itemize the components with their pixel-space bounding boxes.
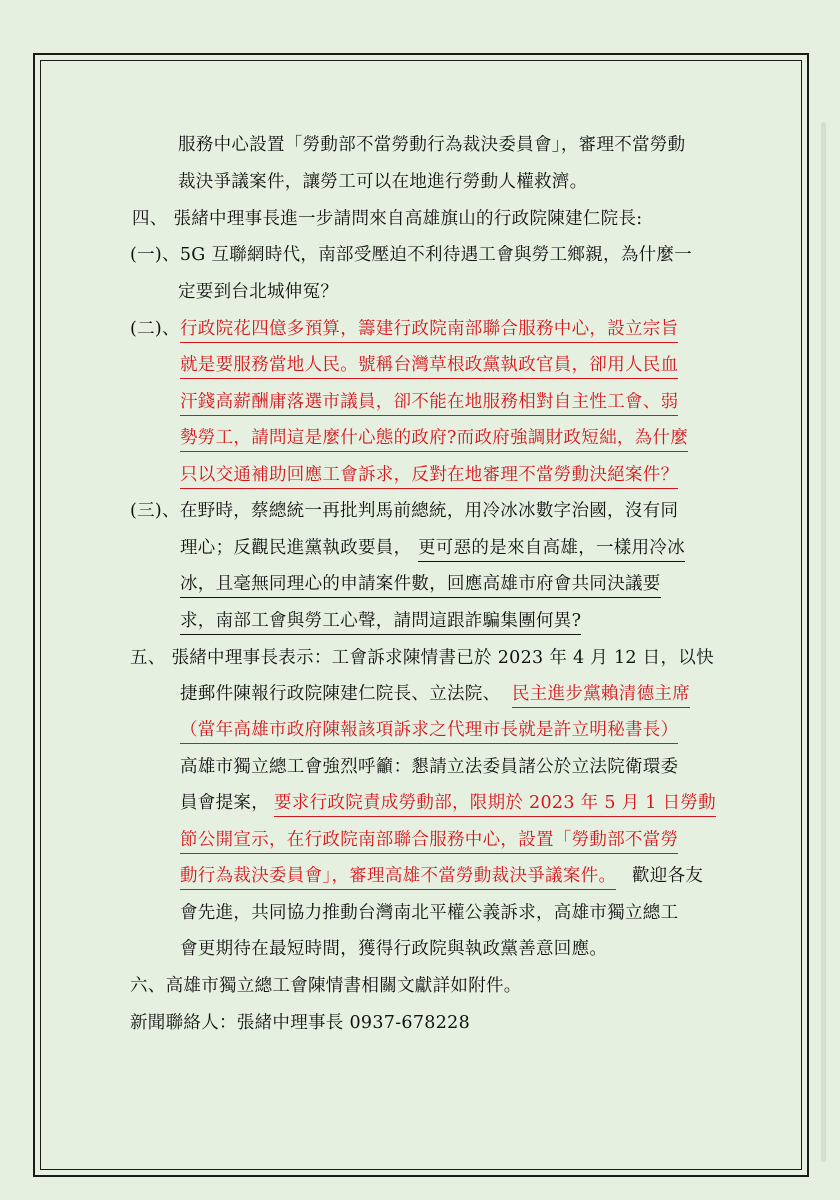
text-line — [178, 167, 587, 197]
text-line-content: 冰，且毫無同理心的申請案件數，回應高雄市府會共同決議要 — [180, 571, 661, 598]
text-line — [180, 314, 678, 344]
text-line-content: 會更期待在最短時間，獲得行政院與執政黨善意回應。 — [180, 939, 608, 959]
text-line-content: 捷郵件陳報行政院陳建仁院長、立法院、 — [180, 684, 501, 704]
text-line-content: 高雄市獨立總工會強烈呼籲：懇請立法委員諸公於立法院衛環委 — [180, 757, 679, 777]
text-line-content: 汗錢高薪酬庸落選市議員，卻不能在地服務相對自主性工會、弱 — [180, 389, 678, 416]
text-line — [180, 752, 678, 782]
text-line-content: 裁決爭議案件，讓勞工可以在地進行勞動人權救濟。 — [178, 172, 588, 192]
text-line-content: (三)、在野時，蔡總統一再批判馬前總統，用冷冰冰數字治國，沒有同 — [130, 501, 679, 521]
text-line-content: 行政院花四億多預算，籌建行政院南部聯合服務中心，設立宗旨 — [180, 316, 678, 343]
text-line-content: (一)、5G 互聯網時代，南部受壓迫不利待遇工會與勞工鄉親，為什麼一 — [130, 245, 693, 265]
text-line-content: 更可惡的是來自高雄，一樣用冷冰 — [418, 535, 685, 562]
text-line — [512, 679, 690, 709]
text-line — [180, 350, 678, 380]
text-line-content: 節公開宣示，在行政院南部聯合服務中心，設置「勞動部不當勞 — [180, 827, 678, 854]
text-line-content: 四、 張緒中理事長進一步請問來自高雄旗山的行政院陳建仁院長: — [132, 209, 643, 229]
text-line — [180, 898, 678, 928]
text-line — [180, 788, 269, 818]
text-line — [180, 679, 500, 709]
text-line — [180, 423, 688, 453]
text-line — [632, 861, 703, 891]
text-line — [178, 130, 685, 160]
text-line-content: 服務中心設置「勞動部不當勞動行為裁決委員會」，審理不當勞動 — [178, 135, 686, 155]
text-line — [130, 240, 692, 270]
text-line-content: 動行為裁決委員會」，審理高雄不當勞動裁決爭議案件。 — [180, 863, 616, 890]
vertical-scrollbar[interactable] — [821, 122, 826, 1162]
text-line — [130, 314, 180, 344]
text-line-content: 就是要服務當地人民。號稱台灣草根政黨執政官員，卻用人民血 — [180, 352, 678, 379]
text-line — [274, 788, 716, 818]
text-line — [178, 277, 338, 307]
text-line — [180, 569, 661, 599]
text-line — [180, 715, 678, 745]
text-line — [180, 861, 616, 891]
text-line — [180, 460, 678, 490]
text-line-content: (二)、 — [130, 319, 180, 339]
text-line — [130, 971, 522, 1001]
text-line-content: （當年高雄市政府陳報該項訴求之代理市長就是許立明秘書長） — [180, 717, 678, 744]
text-line-content: 理心；反觀民進黨執政要員， — [180, 538, 412, 558]
text-line — [180, 387, 678, 417]
text-line-content: 新聞聯絡人：張緒中理事長 0937-678228 — [130, 1013, 471, 1033]
text-line — [130, 496, 678, 526]
text-line-content: 要求行政院責成勞動部，限期於 2023 年 5 月 1 日勞動 — [274, 790, 716, 817]
text-line-content: 勢勞工，請問這是麼什心態的政府?而政府強調財政短絀，為什麼 — [180, 425, 688, 452]
text-line-content: 只以交通補助回應工會訴求，反對在地審理不當勞動決絕案件？ — [180, 462, 678, 489]
text-line-content: 民主進步黨賴清德主席 — [512, 681, 690, 708]
text-line-content: 五、 張緒中理事長表示：工會訴求陳情書已於 2023 年 4 月 12 日，以快 — [130, 648, 714, 668]
text-line — [180, 606, 581, 636]
text-line-content: 定要到台北城伸冤？ — [178, 282, 339, 302]
text-line — [130, 643, 714, 673]
text-line — [132, 204, 642, 234]
text-line — [180, 934, 607, 964]
text-line — [418, 533, 685, 563]
text-line-content: 員會提案， — [180, 793, 269, 813]
text-line-content: 會先進，共同協力推動台灣南北平權公義訴求，高雄市獨立總工 — [180, 903, 679, 923]
text-line-content: 求，南部工會與勞工心聲，請問這跟詐騙集團何異? — [180, 608, 581, 635]
text-line-content: 六、高雄市獨立總工會陳情書相關文獻詳如附件。 — [130, 976, 522, 996]
text-line — [180, 825, 678, 855]
text-line-content: 歡迎各友 — [632, 866, 704, 886]
text-line — [130, 1008, 470, 1038]
text-line — [180, 533, 411, 563]
